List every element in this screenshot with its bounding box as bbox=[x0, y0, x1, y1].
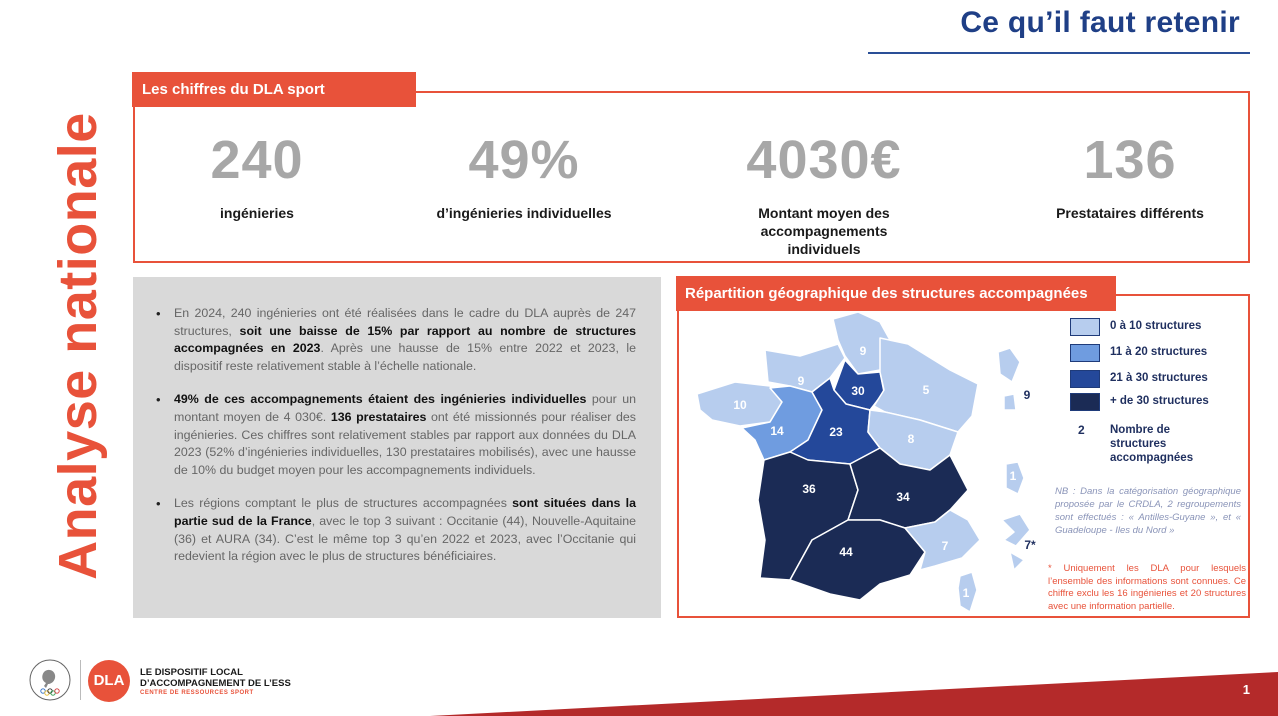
dla-wordmark bbox=[140, 667, 291, 696]
bullet-highlight: 136 prestataires bbox=[330, 409, 427, 424]
stat-value: 136 bbox=[1083, 130, 1177, 190]
stat-providers bbox=[1015, 128, 1245, 222]
bullet-highlight: soit une baisse de 15% par rapport au nombre de structures accompagnées en 2023 bbox=[174, 323, 636, 356]
stat-label: Prestataires différents bbox=[1056, 205, 1204, 221]
stat-label: d’ingénieries individuelles bbox=[436, 205, 612, 221]
bullet-text: Les régions comptant le plus de structures accompagnées bbox=[174, 496, 513, 511]
stat-ingenieries bbox=[142, 128, 372, 222]
legend-swatch bbox=[1070, 344, 1100, 362]
stat-value: 4030€ bbox=[746, 130, 902, 190]
page-title: Ce qu’il faut retenir bbox=[960, 6, 1240, 39]
legend-label: 21 à 30 structures bbox=[1110, 372, 1208, 384]
label-normandie: 9 bbox=[797, 374, 805, 388]
dla-line-1: LE DISPOSITIF LOCAL bbox=[140, 667, 243, 678]
bullet-highlight: sont situées dans la partie sud de la France bbox=[174, 496, 637, 528]
label-corse: 1 bbox=[962, 586, 970, 600]
stat-value: 49% bbox=[468, 130, 580, 190]
legend-swatch bbox=[1070, 318, 1100, 336]
bullet-text: pour un montant moyen de 4 030€. bbox=[174, 392, 636, 424]
bullet-item bbox=[150, 495, 636, 565]
asterisk-note: * Uniquement les DLA pour lesquels l’ensemble des informations sont connues. Ce chiffre exclu les 16 ingénieries et 20 structures avec une information partielle. bbox=[1048, 563, 1246, 612]
label-nouvelle-aquitaine: 36 bbox=[802, 482, 816, 496]
dla-line-3: CENTRE DE RESSOURCES SPORT bbox=[140, 690, 254, 696]
label-bretagne: 10 bbox=[733, 398, 747, 412]
key-figures-heading: Les chiffres du DLA sport bbox=[132, 72, 416, 107]
dla-line-2: D’ACCOMPAGNEMENT DE L’ESS bbox=[140, 678, 291, 689]
page-number: 1 bbox=[1242, 682, 1250, 697]
bullet-item bbox=[150, 305, 636, 375]
label-centre-val-de-loire: 23 bbox=[829, 425, 843, 439]
stat-individual-share bbox=[409, 128, 639, 222]
label-paca: 7 bbox=[941, 539, 949, 553]
label-martinique: 1 bbox=[1009, 469, 1017, 483]
stat-label: ingénieries bbox=[220, 205, 294, 221]
legend-number-example: 2 bbox=[1078, 423, 1085, 437]
label-reunion: 7* bbox=[1024, 538, 1036, 552]
label-pays-de-la-loire: 14 bbox=[770, 424, 784, 438]
legend-label: + de 30 structures bbox=[1110, 395, 1209, 407]
cnosf-logo-icon bbox=[28, 658, 72, 702]
bullet-text: . Après une hausse de 15% entre 2022 et 2023, le dispositif reste relativement stable à l’échelle nationale. bbox=[174, 341, 636, 373]
france-regions-map bbox=[680, 311, 1052, 616]
title-underline bbox=[868, 52, 1250, 54]
label-occitanie: 44 bbox=[839, 545, 853, 559]
label-bourgogne-franche-comte: 8 bbox=[907, 432, 915, 446]
bullet-text: ont été missionnés pour réaliser des ingénieries. Ces chiffres sont relativement stables par rapport aux données du DLA 2023 (52% d’ingénieries individuelles, 130 prestataires mobilisés), avec une hausse de 10% du budget moyen pour les accompagnements individuels. bbox=[174, 409, 636, 477]
map-heading: Répartition géographique des structures accompagnées bbox=[676, 276, 1116, 311]
bullet-item bbox=[150, 391, 636, 479]
legend-label: 0 à 10 structures bbox=[1110, 320, 1202, 332]
bullet-text: , avec le top 3 suivant : Occitanie (44), Nouvelle-Aquitaine (36) et AURA (34). C’est le même top 3 qu’en 2022 et 2023, avec l’Occitanie qui redevient la région avec le plus de structures bénéficiaires. bbox=[174, 513, 636, 564]
label-ile-de-france: 30 bbox=[851, 384, 865, 398]
commentary-list bbox=[150, 305, 636, 582]
stat-value: 240 bbox=[210, 130, 304, 190]
legend-label: 11 à 20 structures bbox=[1110, 346, 1208, 358]
logo-divider bbox=[80, 660, 81, 700]
legend-swatch bbox=[1070, 370, 1100, 388]
legend-number-label: Nombre de structures accompagnées bbox=[1110, 424, 1194, 464]
vertical-section-title: Analyse nationale bbox=[48, 112, 108, 580]
bullet-text: En 2024, 240 ingénieries ont été réalisées dans le cadre du DLA auprès de 247 structures, bbox=[174, 306, 636, 338]
grouping-note: NB : Dans la catégorisation géographique proposée par le CRDLA, 2 regroupements sont effectués : « Antilles-Guyane », et « Guadeloupe - Iles du Nord » bbox=[1055, 486, 1241, 536]
label-auvergne-rhone-alpes: 34 bbox=[896, 490, 910, 504]
label-hauts-de-france: 9 bbox=[859, 344, 867, 358]
stat-average-amount bbox=[709, 128, 939, 258]
label-grand-est: 5 bbox=[922, 383, 930, 397]
region-guadeloupe bbox=[998, 348, 1020, 410]
dla-logo: DLA bbox=[88, 660, 130, 702]
footer-red-wedge bbox=[430, 672, 1278, 716]
stat-label: Montant moyen des accompagnements individuels bbox=[758, 205, 890, 257]
legend-swatch bbox=[1070, 393, 1100, 411]
bullet-highlight: 49% de ces accompagnements étaient des ingénieries individuelles bbox=[174, 392, 587, 407]
label-guadeloupe: 9 bbox=[1023, 388, 1031, 402]
